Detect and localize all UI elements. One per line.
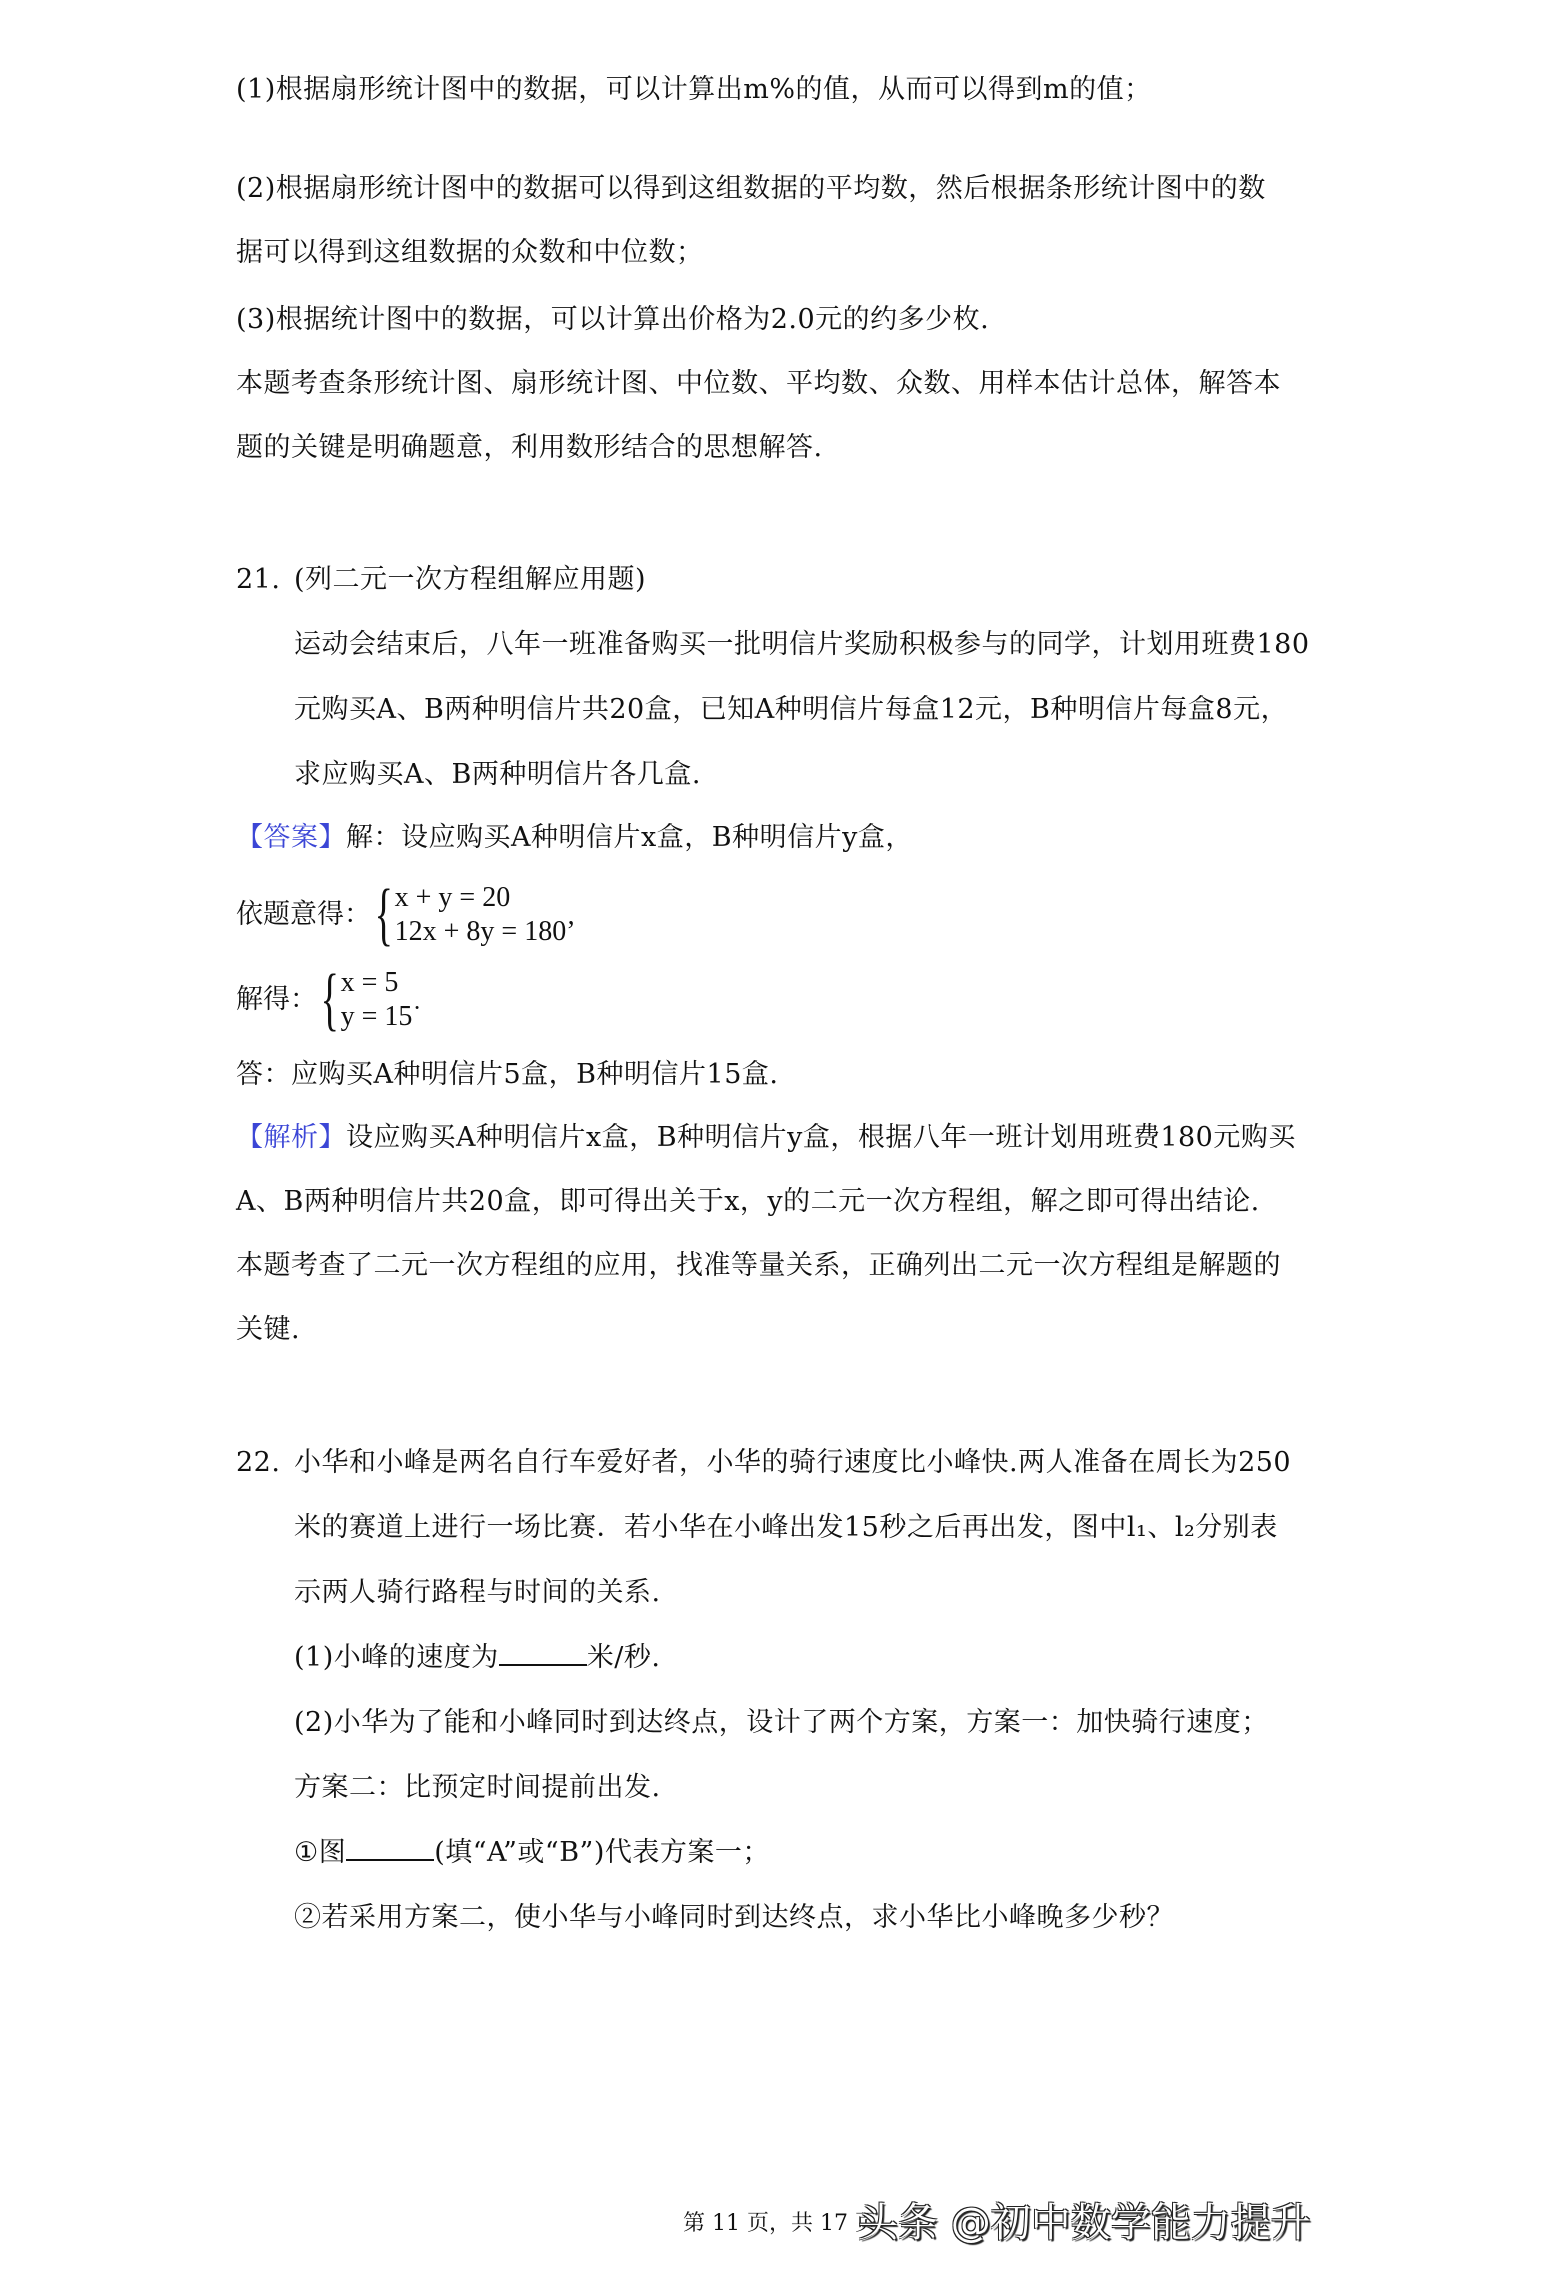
equation-2: 12x + 8y = 180’ bbox=[394, 916, 576, 947]
analysis-first-line bbox=[236, 1118, 1296, 1158]
sub-question-1 bbox=[294, 1833, 770, 1873]
question-number: 21. bbox=[236, 564, 281, 595]
analysis-line-2: A、B两种明信片共20盒，即可得出关于x，y的二元一次方程组，解之即可得出结论. bbox=[236, 1186, 1260, 1217]
equation-2: y = 15˙ bbox=[340, 1001, 422, 1032]
part-2-line-2: 方案二：比预定时间提前出发. bbox=[294, 1772, 661, 1803]
sub-1-suffix: (填“A”或“B”)代表方案一； bbox=[434, 1837, 770, 1868]
solution-line-4: (3)根据统计图中的数据，可以计算出价格为2.0元的约多少枚. bbox=[236, 304, 990, 335]
part-1-suffix: 米/秒. bbox=[586, 1642, 661, 1673]
part-1 bbox=[294, 1638, 660, 1678]
analysis-tag: 【解析】 bbox=[236, 1122, 346, 1153]
sub-1-prefix: 图 bbox=[318, 1837, 347, 1868]
question-21-body-1: 运动会结束后，八年一班准备购买一批明信片奖励积极参与的同学，计划用班费180 bbox=[294, 629, 1310, 660]
equation-system-2 bbox=[236, 961, 422, 1038]
answer-blank[interactable] bbox=[499, 1638, 587, 1666]
watermark: 头条 @初中数学能力提升 bbox=[858, 2200, 1311, 2246]
left-brace-icon: { bbox=[374, 876, 394, 953]
solution-line-5: 本题考查条形统计图、扇形统计图、中位数、平均数、众数、用样本估计总体，解答本 bbox=[236, 368, 1281, 399]
solution-line-2: (2)根据扇形统计图中的数据可以得到这组数据的平均数，然后根据条形统计图中的数 bbox=[236, 173, 1266, 204]
analysis-line-3: 本题考查了二元一次方程组的应用，找准等量关系，正确列出二元一次方程组是解题的 bbox=[236, 1250, 1281, 1281]
question-21-header bbox=[236, 560, 646, 600]
answer-final: 答：应购买A种明信片5盒，B种明信片15盒. bbox=[236, 1059, 779, 1090]
solution-line-6: 题的关键是明确题意，利用数形结合的思想解答. bbox=[236, 432, 823, 463]
analysis-line-4: 关键. bbox=[236, 1314, 301, 1345]
solution-line-1: (1)根据扇形统计图中的数据，可以计算出m%的值，从而可以得到m的值； bbox=[236, 74, 1152, 105]
page-number: 第 11 页，共 17 页 bbox=[683, 2211, 877, 2236]
question-body-1: 小华和小峰是两名自行车爱好者，小华的骑行速度比小峰快.两人准备在周长为250 bbox=[294, 1447, 1292, 1478]
answer-tag: 【答案】 bbox=[236, 822, 346, 853]
question-22-body-2: 米的赛道上进行一场比赛．若小华在小峰出发15秒之后再出发，图中l₁、l₂分别表 bbox=[294, 1512, 1278, 1543]
question-21-body-3: 求应购买A、B两种明信片各几盒. bbox=[294, 759, 701, 790]
equation-system-1 bbox=[236, 876, 576, 953]
sub-question-2: ②若采用方案二，使小华与小峰同时到达终点，求小华比小峰晚多少秒？ bbox=[294, 1902, 1174, 1933]
circled-one-icon: ① bbox=[294, 1837, 319, 1868]
equation-1: x = 5 bbox=[340, 967, 399, 998]
part-2-line-1: (2)小华为了能和小峰同时到达终点，设计了两个方案，方案一：加快骑行速度； bbox=[294, 1707, 1269, 1738]
question-21-body-2: 元购买A、B两种明信片共20盒，已知A种明信片每盒12元，B种明信片每盒8元， bbox=[294, 694, 1289, 725]
analysis-text: 设应购买A种明信片x盒，B种明信片y盒，根据八年一班计划用班费180元购买 bbox=[346, 1122, 1296, 1153]
answer-first-line bbox=[236, 818, 913, 858]
answer-blank[interactable] bbox=[346, 1833, 434, 1861]
equation-1: x + y = 20 bbox=[394, 882, 511, 913]
question-22-header bbox=[236, 1443, 1291, 1483]
solution-line-3: 据可以得到这组数据的众数和中位数； bbox=[236, 237, 704, 268]
system-label: 依题意得： bbox=[236, 899, 371, 930]
system-label: 解得： bbox=[236, 984, 317, 1015]
question-title: (列二元一次方程组解应用题) bbox=[294, 564, 647, 595]
question-22-body-3: 示两人骑行路程与时间的关系. bbox=[294, 1577, 661, 1608]
left-brace-icon: { bbox=[320, 961, 340, 1038]
answer-text: 解：设应购买A种明信片x盒，B种明信片y盒， bbox=[346, 822, 913, 853]
part-1-prefix: (1)小峰的速度为 bbox=[294, 1642, 499, 1673]
question-number: 22. bbox=[236, 1447, 281, 1478]
